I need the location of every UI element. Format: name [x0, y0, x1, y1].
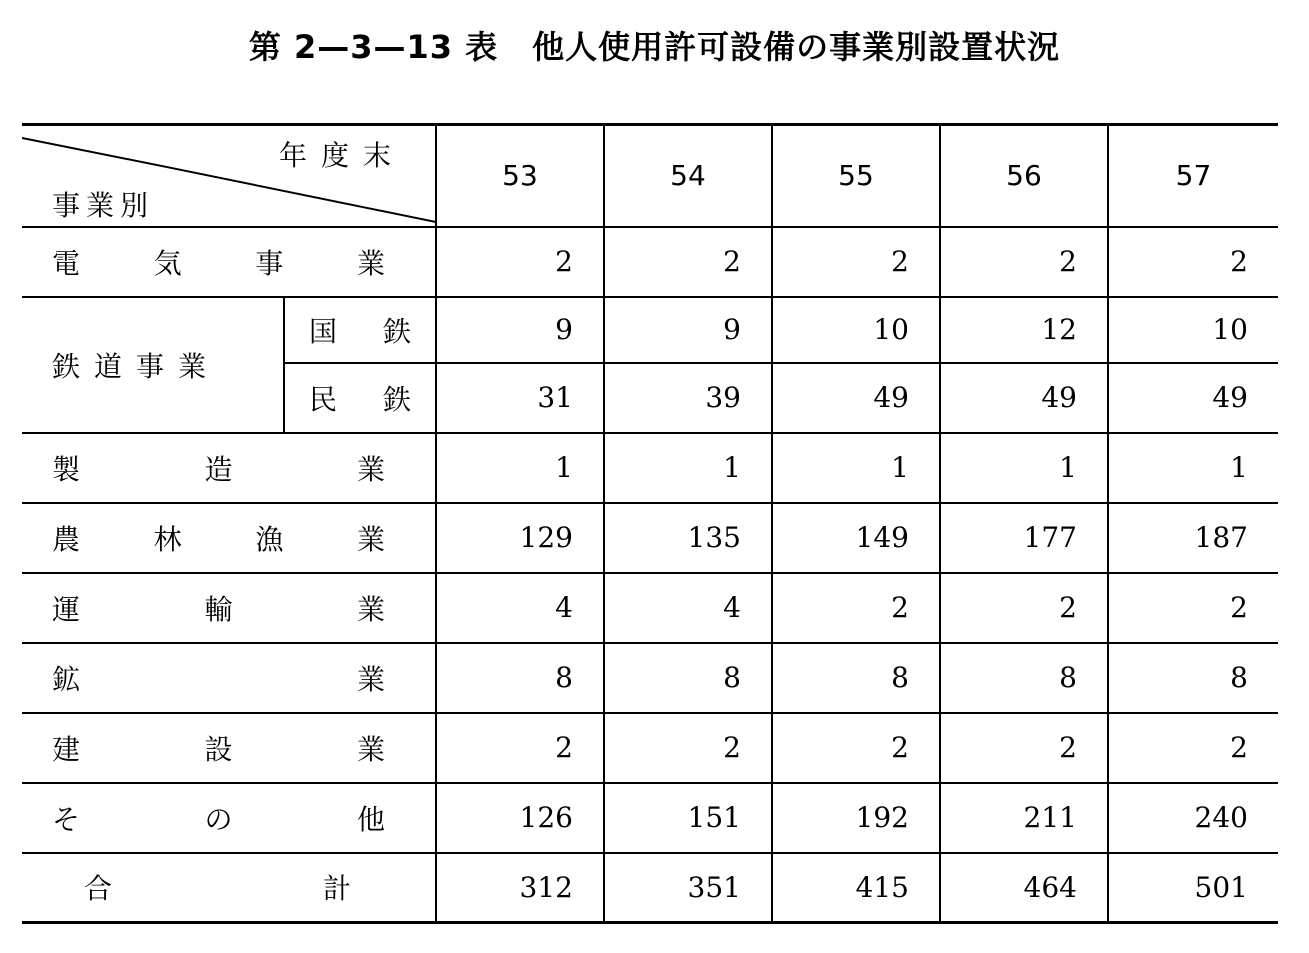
total-value-cell: 312: [436, 853, 604, 923]
table-title: [0, 22, 1309, 68]
total-value-cell: 501: [1108, 853, 1278, 923]
label-char: 製: [52, 452, 81, 486]
row-label-text: [52, 798, 385, 838]
label-char: 国: [309, 314, 338, 348]
value-cell: 10: [772, 297, 940, 363]
row-sublabel-text: [309, 310, 411, 350]
table-row: [22, 503, 1278, 573]
value-cell: 192: [772, 783, 940, 853]
value-cell: 151: [604, 783, 772, 853]
label-char: 合: [84, 872, 113, 906]
row-label-text: [52, 242, 385, 282]
value-cell: 8: [772, 643, 940, 713]
value-cell: 240: [1108, 783, 1278, 853]
row-label-text: [52, 518, 385, 558]
table-row: [22, 643, 1278, 713]
table-row: [22, 297, 1278, 363]
value-cell: 9: [604, 297, 772, 363]
row-label-text: [52, 658, 385, 698]
table-row: [22, 713, 1278, 783]
data-table: [22, 123, 1278, 924]
label-char: 業: [356, 592, 385, 626]
value-cell: 129: [436, 503, 604, 573]
year-header: 54: [604, 125, 772, 227]
value-cell: 2: [1108, 713, 1278, 783]
label-char: 鉄: [382, 314, 411, 348]
row-label-text: [52, 448, 385, 488]
row-label: [22, 503, 436, 573]
corner-label-category: 事業別: [52, 188, 155, 222]
year-header: 55: [772, 125, 940, 227]
row-label: [22, 433, 436, 503]
table-number: 第 2—3—13 表: [248, 28, 499, 66]
label-char: 鉱: [52, 662, 81, 696]
label-char: 事: [255, 246, 284, 280]
label-char: 林: [153, 522, 182, 556]
row-label-text: [52, 588, 385, 628]
label-char: 業: [356, 732, 385, 766]
year-header: 57: [1108, 125, 1278, 227]
label-char: 設: [204, 732, 233, 766]
label-char: 運: [52, 592, 81, 626]
value-cell: 135: [604, 503, 772, 573]
label-char: そ: [52, 802, 81, 836]
row-label: [22, 643, 436, 713]
value-cell: 49: [940, 363, 1108, 433]
value-cell: 1: [436, 433, 604, 503]
value-cell: 8: [604, 643, 772, 713]
table-row: [22, 227, 1278, 297]
table-row: [22, 433, 1278, 503]
row-label: [22, 783, 436, 853]
value-cell: 10: [1108, 297, 1278, 363]
value-cell: 1: [940, 433, 1108, 503]
value-cell: 2: [772, 713, 940, 783]
row-sublabel: [284, 363, 436, 433]
value-cell: 49: [772, 363, 940, 433]
value-cell: 187: [1108, 503, 1278, 573]
value-cell: 2: [940, 573, 1108, 643]
label-char: の: [204, 802, 233, 836]
corner-cell: [22, 125, 436, 227]
value-cell: 2: [436, 227, 604, 297]
year-header: 53: [436, 125, 604, 227]
total-row: [22, 853, 1278, 923]
label-char: 建: [52, 732, 81, 766]
label-char: 農: [52, 522, 81, 556]
total-value-cell: 351: [604, 853, 772, 923]
row-label: [22, 227, 436, 297]
value-cell: 149: [772, 503, 940, 573]
value-cell: 1: [604, 433, 772, 503]
label-char: 電: [52, 246, 81, 280]
value-cell: 2: [940, 227, 1108, 297]
label-char: 気: [153, 246, 182, 280]
total-label-text: [84, 867, 351, 907]
value-cell: 211: [940, 783, 1108, 853]
value-cell: 177: [940, 503, 1108, 573]
value-cell: 12: [940, 297, 1108, 363]
value-cell: 4: [436, 573, 604, 643]
label-char: 民: [309, 382, 338, 416]
label-char: 業: [356, 522, 385, 556]
value-cell: 2: [772, 227, 940, 297]
value-cell: 2: [604, 227, 772, 297]
row-label: [22, 573, 436, 643]
value-cell: 1: [772, 433, 940, 503]
value-cell: 2: [436, 713, 604, 783]
table-caption: 他人使用許可設備の事業別設置状況: [532, 28, 1061, 66]
table-row: [22, 573, 1278, 643]
label-char: 漁: [255, 522, 284, 556]
year-header: 56: [940, 125, 1108, 227]
value-cell: 49: [1108, 363, 1278, 433]
row-label-text: [52, 728, 385, 768]
table-row: [22, 783, 1278, 853]
value-cell: 2: [772, 573, 940, 643]
total-value-cell: 464: [940, 853, 1108, 923]
row-sublabel: [284, 297, 436, 363]
row-label: [22, 713, 436, 783]
label-char: 業: [356, 662, 385, 696]
label-char: 業: [356, 452, 385, 486]
value-cell: 2: [940, 713, 1108, 783]
total-label: [22, 853, 436, 923]
row-label-railway: 鉄道事業: [22, 297, 284, 433]
total-value-cell: 415: [772, 853, 940, 923]
label-char: 輸: [204, 592, 233, 626]
value-cell: 2: [1108, 573, 1278, 643]
value-cell: 2: [604, 713, 772, 783]
value-cell: 2: [1108, 227, 1278, 297]
value-cell: 8: [940, 643, 1108, 713]
value-cell: 8: [1108, 643, 1278, 713]
value-cell: 31: [436, 363, 604, 433]
corner-label-year: 年度末: [278, 139, 405, 172]
label-char: 鉄: [382, 382, 411, 416]
value-cell: 1: [1108, 433, 1278, 503]
label-char: 造: [204, 452, 233, 486]
label-char: 業: [356, 246, 385, 280]
value-cell: 39: [604, 363, 772, 433]
value-cell: 126: [436, 783, 604, 853]
row-sublabel-text: [309, 378, 411, 418]
value-cell: 4: [604, 573, 772, 643]
header-row: [22, 125, 1278, 227]
value-cell: 9: [436, 297, 604, 363]
label-char: 他: [356, 802, 385, 836]
value-cell: 8: [436, 643, 604, 713]
label-char: 計: [322, 872, 351, 906]
